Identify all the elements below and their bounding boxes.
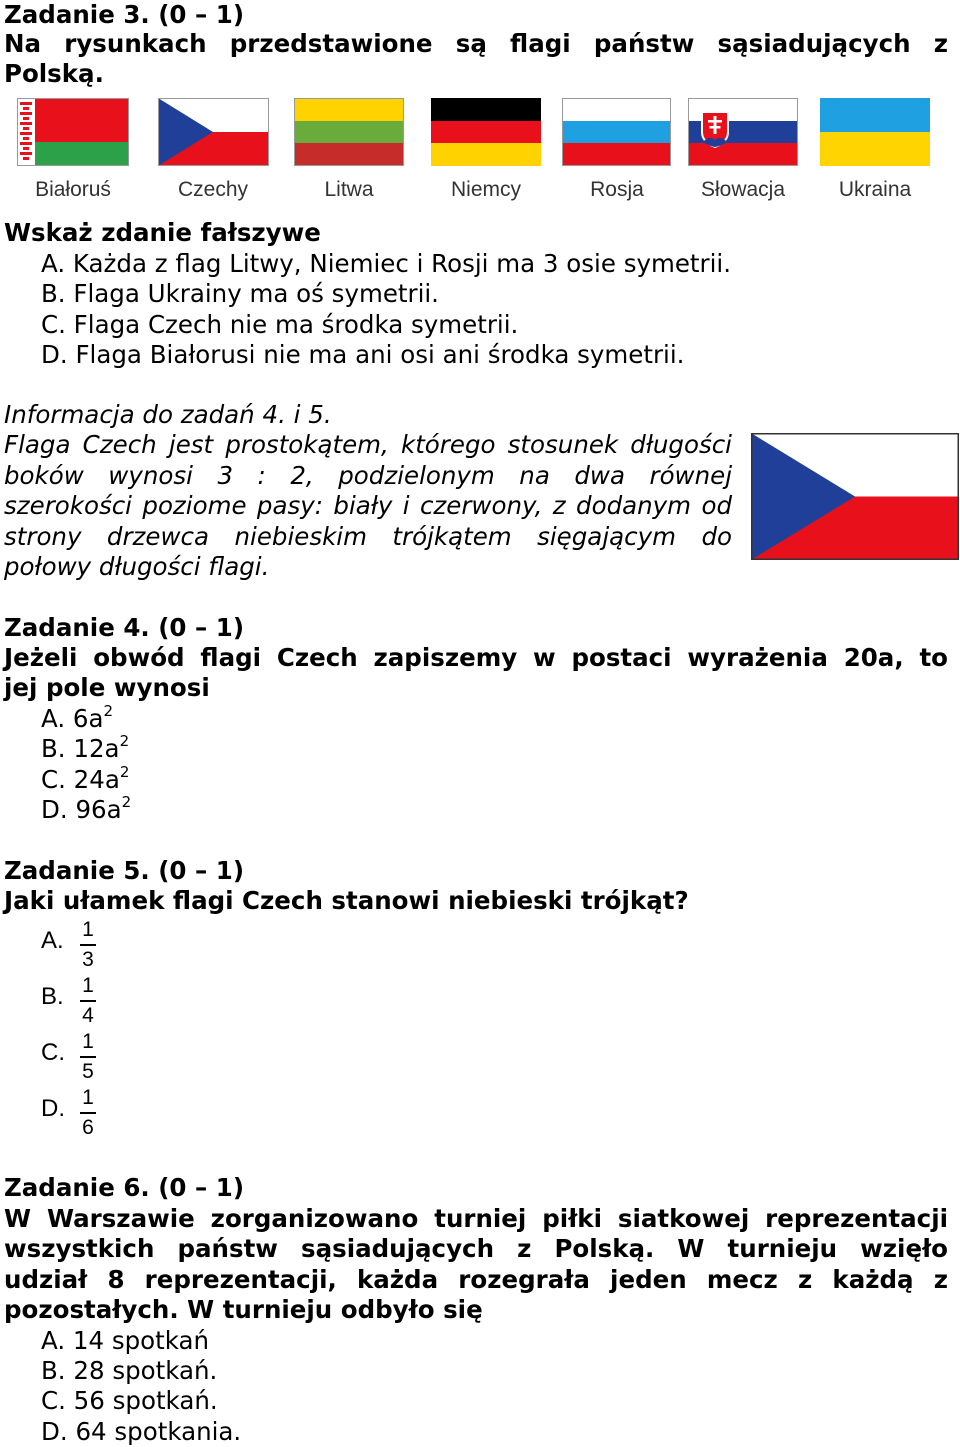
flag-label-germany: Niemcy (450, 178, 521, 201)
task4-title: Zadanie 4. (0 – 1) (4, 613, 245, 642)
task4-question-line2: jej pole wynosi (4, 673, 210, 702)
flag-label-czech: Czechy (177, 178, 249, 201)
task4-option-c: C. $24a^2$ (41, 762, 130, 794)
flag-czech (158, 98, 269, 166)
flag-label-slovakia: Słowacja (700, 178, 786, 201)
task5-option-d-fraction: 1 6 (78, 1086, 98, 1140)
task6-option-c: C. 56 spotkań. (41, 1386, 218, 1415)
task3-option-a: A. Każda z flag Litwy, Niemiec i Rosji ma 3 osie symetrii. (41, 249, 732, 278)
task5-option-c-letter: C. (41, 1039, 65, 1066)
task3-option-b: B. Flaga Ukrainy ma oś symetrii. (41, 279, 439, 308)
task3-title: Zadanie 3. (0 – 1) (4, 0, 245, 29)
task4-option-a: A. $6a^2$ (41, 701, 114, 733)
task6-title: Zadanie 6. (0 – 1) (4, 1173, 245, 1202)
info-line-5: połowy długości flagi. (4, 552, 270, 581)
task6-option-b: B. 28 spotkań. (41, 1356, 218, 1385)
task6-option-a: A. 14 spotkań (41, 1326, 210, 1355)
task5-option-a-fraction: 1 3 (78, 918, 98, 972)
flag-czech-large (751, 433, 959, 560)
task5-question: Jaki ułamek flagi Czech stanowi niebieski trójkąt? (4, 886, 689, 915)
task3-question-line1: Na rysunkach przedstawione są flagi państw sąsiadujących z (4, 29, 948, 58)
info-line-3: szerokości poziome pasy: biały i czerwony, z dodanym od (4, 491, 732, 520)
task3-question-line2: Polską. (4, 59, 104, 88)
task6-line-2: wszystkich państw sąsiadujących z Polską. W turnieju wzięło (4, 1234, 948, 1263)
task3-prompt: Wskaż zdanie fałszywe (4, 218, 321, 247)
flag-lithuania (294, 98, 404, 166)
task4-question-line1: Jeżeli obwód flagi Czech zapiszemy w postaci wyrażenia 20a, to (4, 643, 948, 672)
task5-option-b-fraction: 1 4 (78, 974, 98, 1028)
task5-title: Zadanie 5. (0 – 1) (4, 856, 245, 885)
task4-option-b: B. $12a^2$ (41, 731, 130, 763)
flag-label-russia: Rosja (590, 178, 644, 201)
task4-option-d: D. $96a^2$ (41, 792, 132, 824)
task3-option-d: D. Flaga Białorusi nie ma ani osi ani środka symetrii. (41, 340, 685, 369)
flag-label-ukraine: Ukraina (838, 178, 912, 201)
info-line-1: Flaga Czech jest prostokątem, którego stosunek długości (4, 430, 732, 459)
task6-line-1: W Warszawie zorganizowano turniej piłki siatkowej reprezentacji (4, 1204, 948, 1233)
flag-germany (431, 98, 541, 166)
task6-line-3: udział 8 reprezentacji, każda rozegrała jeden mecz z każdą z (4, 1265, 948, 1294)
flag-slovakia (688, 98, 798, 166)
task6-line-4: pozostałych. W turnieju odbyło się (4, 1295, 483, 1324)
task5-option-b-letter: B. (41, 983, 64, 1010)
task3-option-c: C. Flaga Czech nie ma środka symetrii. (41, 310, 519, 339)
task5-option-d-letter: D. (41, 1095, 65, 1122)
task6-option-d: D. 64 spotkania. (41, 1417, 242, 1446)
info-line-4: strony drzewca niebieskim trójkątem sięgającym do (4, 522, 732, 551)
task5-option-a-letter: A. (41, 927, 64, 954)
flag-label-belarus: Białoruś (35, 178, 111, 201)
task5-option-c-fraction: 1 5 (78, 1030, 98, 1084)
info-line-2: boków wynosi 3 : 2, podzielonym na dwa równej (4, 461, 732, 490)
info-title: Informacja do zadań 4. i 5. (4, 400, 332, 429)
flag-belarus (17, 98, 129, 166)
flag-russia (562, 98, 671, 166)
flag-label-lithuania: Litwa (324, 178, 374, 201)
flag-ukraine (820, 98, 930, 166)
